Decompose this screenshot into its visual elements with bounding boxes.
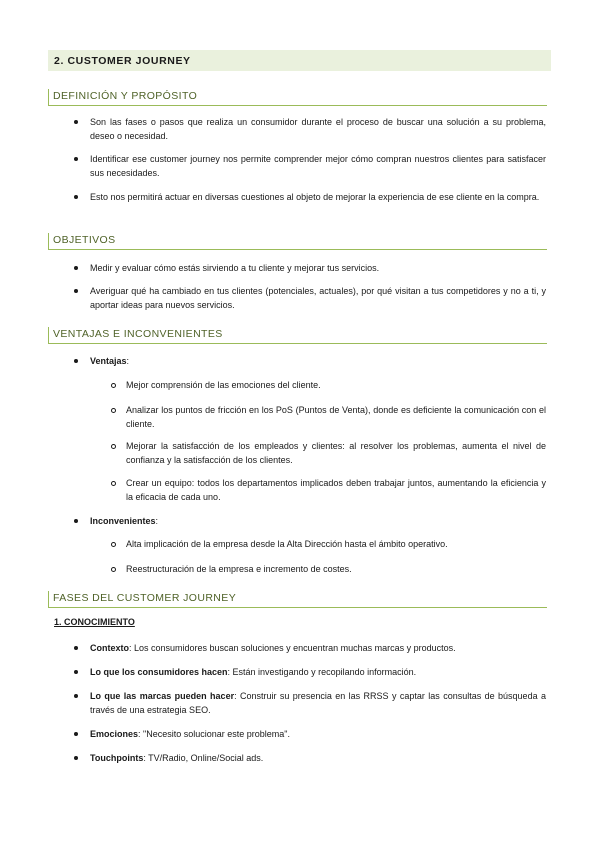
circle-bullet-icon bbox=[111, 383, 116, 388]
sub-list-item bbox=[126, 476, 546, 504]
list-item bbox=[90, 152, 546, 180]
item-label: Touchpoints bbox=[90, 753, 144, 763]
item-text: : Construir su presencia en las RRSS y captar las consultas de búsqueda a través de una estrategia SEO. bbox=[90, 691, 546, 715]
bullet-icon bbox=[74, 670, 78, 674]
item-text: : "Necesito solucionar este problema". bbox=[138, 729, 290, 739]
list-item: Ventajas: bbox=[90, 354, 546, 368]
list-item bbox=[90, 751, 546, 765]
bullet-icon bbox=[74, 646, 78, 650]
item-label: Emociones bbox=[90, 729, 139, 739]
list-item bbox=[90, 261, 546, 275]
ventajas-label: Ventajas bbox=[90, 356, 127, 366]
sub-list-item bbox=[126, 403, 546, 431]
heading-fases: FASES DEL CUSTOMER JOURNEY bbox=[48, 591, 547, 608]
bullet-icon bbox=[74, 756, 78, 760]
item-label: Lo que los consumidores hacen bbox=[90, 667, 228, 677]
sub-list-item-text: Alta implicación de la empresa desde la Alta Dirección hasta el ámbito operativo. bbox=[126, 539, 448, 549]
list-item bbox=[90, 665, 546, 679]
list-item-text: Identificar ese customer journey nos permite comprender mejor cómo compran nuestros clientes para satisfacer sus necesidades. bbox=[90, 154, 546, 178]
section-title: 2. CUSTOMER JOURNEY bbox=[48, 50, 551, 71]
list-item-text: Son las fases o pasos que realiza un consumidor durante el proceso de buscar una solución a su problema, deseo o necesidad. bbox=[90, 117, 546, 141]
item-text: : Están investigando y recopilando información. bbox=[227, 667, 417, 677]
bullet-icon bbox=[74, 519, 78, 523]
circle-bullet-icon bbox=[111, 408, 116, 413]
sub-list-item bbox=[126, 562, 546, 576]
inconvenientes-label: Inconvenientes bbox=[90, 516, 156, 526]
sub-list-item bbox=[126, 439, 546, 467]
bullet-icon bbox=[74, 157, 78, 161]
circle-bullet-icon bbox=[111, 567, 116, 572]
list-item bbox=[90, 727, 546, 741]
bullet-icon bbox=[74, 694, 78, 698]
bullet-icon bbox=[74, 732, 78, 736]
item-text: : TV/Radio, Online/Social ads. bbox=[143, 753, 264, 763]
circle-bullet-icon bbox=[111, 481, 116, 486]
sub-list-item bbox=[126, 537, 546, 551]
sub-list-item-text: Reestructuración de la empresa e incremento de costes. bbox=[126, 564, 352, 574]
sub-list-item-text: Mejorar la satisfacción de los empleados y clientes: al resolver los problemas, aumenta el nivel de confianza y la satisfacción de los clientes. bbox=[126, 441, 546, 465]
list-item-text: Averiguar qué ha cambiado en tus clientes (potenciales, actuales), por qué visitan a tus competidores y no a ti, y aportar ideas para nuevos servicios. bbox=[90, 286, 546, 310]
sub-list-item-text: Analizar los puntos de fricción en los PoS (Puntos de Venta), donde es deficiente la comunicación con el cliente. bbox=[126, 405, 546, 429]
list-item-text: Esto nos permitirá actuar en diversas cuestiones al objeto de mejorar la experiencia de ese cliente en la compra. bbox=[90, 192, 540, 202]
bullet-icon bbox=[74, 120, 78, 124]
list-item bbox=[90, 190, 546, 204]
list-item bbox=[90, 641, 546, 655]
item-label: Contexto bbox=[90, 643, 129, 653]
list-item bbox=[90, 115, 546, 143]
list-item-text: Medir y evaluar cómo estás sirviendo a tu cliente y mejorar tus servicios. bbox=[90, 263, 380, 273]
list-item bbox=[90, 284, 546, 312]
bullet-icon bbox=[74, 359, 78, 363]
bullet-icon bbox=[74, 289, 78, 293]
sub-list-item-text: Crear un equipo: todos los departamentos implicados deben trabajar juntos, aumentando la eficiencia y la eficacia de cada uno. bbox=[126, 478, 546, 502]
circle-bullet-icon bbox=[111, 542, 116, 547]
circle-bullet-icon bbox=[111, 444, 116, 449]
heading-objetivos: OBJETIVOS bbox=[48, 233, 547, 250]
sub-list-item bbox=[126, 378, 546, 392]
heading-definicion: DEFINICIÓN Y PROPÓSITO bbox=[48, 89, 547, 106]
sub-list-item-text: Mejor comprensión de las emociones del cliente. bbox=[126, 380, 321, 390]
item-text: : Los consumidores buscan soluciones y encuentran muchas marcas y productos. bbox=[129, 643, 456, 653]
heading-ventajas: VENTAJAS E INCONVENIENTES bbox=[48, 327, 547, 344]
bullet-icon bbox=[74, 266, 78, 270]
bullet-icon bbox=[74, 195, 78, 199]
subheading-conocimiento: 1. CONOCIMIENTO bbox=[54, 617, 135, 627]
item-label: Lo que las marcas pueden hacer bbox=[90, 691, 235, 701]
list-item bbox=[90, 689, 546, 717]
list-item: Inconvenientes: bbox=[90, 514, 546, 528]
